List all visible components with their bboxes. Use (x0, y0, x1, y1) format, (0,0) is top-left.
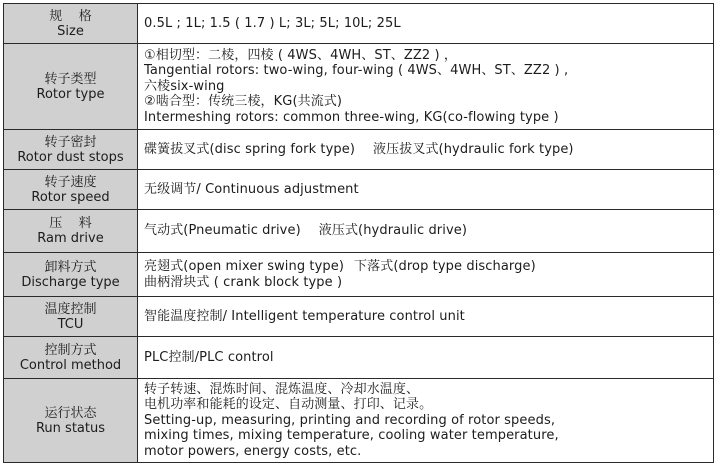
label-chinese: 卸料方式 (44, 259, 97, 275)
value-line: 曲柄滑块式 ( crank block type ) (144, 274, 343, 290)
value-line: 智能温度控制/ Intelligent temperature control unit (144, 308, 465, 324)
label-chinese: 规 格 (49, 8, 92, 24)
row-label-discharge-type (4, 253, 138, 297)
row-value-tcu (138, 297, 714, 337)
label-english: TCU (57, 316, 84, 332)
row-label-control-method (4, 337, 138, 379)
label-chinese: 压 料 (49, 216, 92, 231)
row-label-rotor-speed (4, 170, 138, 210)
label-chinese: 转子类型 (44, 71, 97, 87)
value-line: PLC控制/PLC control (144, 349, 274, 365)
row-value-rotor-dust-stops (138, 130, 714, 170)
label-chinese: 转子速度 (44, 174, 97, 190)
label-english: Rotor type (36, 86, 105, 102)
label-chinese: 转子密封 (44, 134, 97, 150)
row-label-rotor-dust-stops (4, 130, 138, 170)
row-value-run-status (138, 379, 714, 463)
value-line: 无级调节/ Continuous adjustment (144, 181, 359, 197)
specification-table (3, 3, 714, 463)
row-value-ram-drive (138, 210, 714, 253)
label-english: Run status (35, 420, 105, 436)
value-part: 液压拔叉式(hydraulic fork type) (373, 141, 574, 157)
row-value-control-method (138, 337, 714, 379)
label-english: Discharge type (21, 274, 120, 290)
value-line: 电机功率和能耗的设定、自动测量、打印、记录。 (144, 397, 433, 413)
value-part: 气动式(Pneumatic drive) (144, 223, 301, 239)
table-row-discharge-type (4, 253, 714, 297)
label-chinese: 运行状态 (44, 405, 97, 421)
row-label-ram-drive (4, 210, 138, 253)
table-row-rotor-speed (4, 170, 714, 210)
label-english: Size (57, 23, 84, 39)
row-label-run-status (4, 379, 138, 463)
value-line: 转子转速、混炼时间、混炼温度、冷却水温度、 (144, 381, 420, 397)
value-line: motor powers, energy costs, etc. (144, 443, 362, 459)
label-chinese: 温度控制 (44, 301, 97, 317)
value-part: 亮翅式(open mixer swing type) (144, 259, 345, 274)
value-line: ②啮合型：传统三棱，KG(共流式) (144, 94, 343, 110)
table-row-ram-drive (4, 210, 714, 253)
value-line (144, 142, 713, 158)
table-row-tcu (4, 297, 714, 337)
value-line: mixing times, mixing temperature, cooling water temperature, (144, 428, 559, 444)
table-row-rotor-dust-stops (4, 130, 714, 170)
value-line: ①相切型：二棱，四棱 ( 4WS、4WH、ST、ZZ2 ) ， (144, 47, 457, 63)
value-line: 0.5L ; 1L; 1.5 ( 1.7 ) L; 3L; 5L; 10L; 25L (144, 15, 401, 31)
label-english: Control method (19, 357, 122, 373)
value-line: 六棱six-wing (144, 78, 225, 94)
value-line: Intermeshing rotors: common three-wing, KG(co-flowing type ) (144, 109, 559, 125)
row-label-tcu (4, 297, 138, 337)
row-value-size (138, 4, 714, 44)
value-part: 碟簧拔叉式(disc spring fork type) (144, 141, 356, 157)
row-label-rotor-type (4, 44, 138, 130)
value-part: 下落式(drop type discharge) (354, 259, 536, 274)
row-value-rotor-type (138, 44, 714, 130)
table-row-rotor-type (4, 44, 714, 130)
value-part: 液压式(hydraulic drive) (318, 223, 468, 239)
label-chinese: 控制方式 (44, 342, 97, 358)
value-line (144, 223, 713, 239)
table-row-size (4, 4, 714, 44)
table-row-run-status (4, 379, 714, 463)
row-label-size (4, 4, 138, 44)
table-row-control-method (4, 337, 714, 379)
value-line (144, 259, 713, 275)
label-english: Ram drive (37, 231, 104, 246)
value-line: Setting-up, measuring, printing and recording of rotor speeds, (144, 412, 556, 428)
value-line: Tangential rotors: two-wing, four-wing ( 4WS、4WH、ST、ZZ2 ) , (144, 63, 569, 79)
label-english: Rotor dust stops (17, 149, 124, 165)
row-value-discharge-type (138, 253, 714, 297)
row-value-rotor-speed (138, 170, 714, 210)
label-english: Rotor speed (31, 189, 110, 205)
